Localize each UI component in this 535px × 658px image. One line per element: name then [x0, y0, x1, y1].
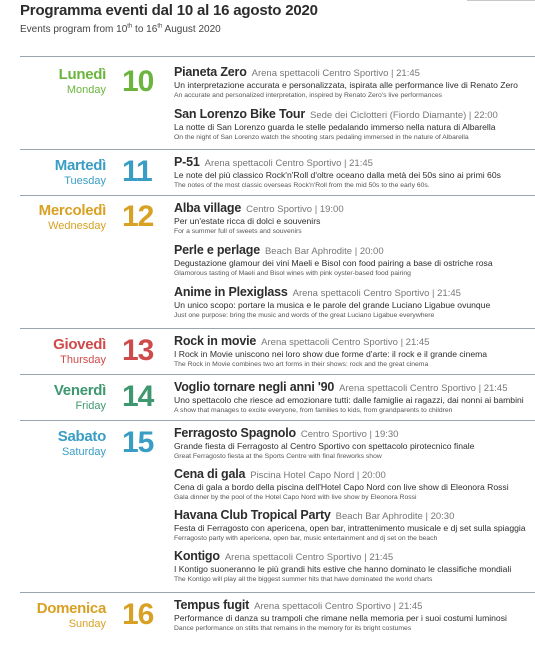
- day-block-sunday: [20, 592, 535, 646]
- event-time: | 19:30: [366, 429, 399, 440]
- event-description-en: Gala dinner by the pool of the Hotel Capo Nord with live show by Eleonora Rossi: [174, 494, 417, 501]
- day-number: 12: [122, 200, 154, 233]
- day-label: [20, 202, 106, 233]
- event-title: Ferragosto Spagnolo: [174, 426, 296, 440]
- event-description-it: Per un'estate ricca di dolci e souvenirs: [174, 216, 321, 226]
- event-item: [174, 548, 535, 584]
- day-name: Lunedì: [58, 66, 106, 83]
- event-item: [174, 64, 535, 100]
- day-label: [20, 336, 106, 367]
- event-title: San Lorenzo Bike Tour: [174, 107, 305, 121]
- day-block-friday: [20, 374, 535, 420]
- day-block-saturday: [20, 420, 535, 592]
- event-description-it: I Kontigo suoneranno le più grandi hits estive che hanno dominato le classifiche mondiali: [174, 564, 512, 574]
- event-item: [174, 333, 535, 369]
- subtitle-text: Events program from 10: [20, 24, 128, 35]
- event-venue: Arena spettacoli Centro Sportivo: [251, 68, 389, 79]
- event-description-en: A show that manages to excite everyone, from families to kids, from grandparents to children: [174, 407, 453, 414]
- day-number: 15: [122, 426, 154, 459]
- event-time: | 21:45: [397, 337, 430, 348]
- day-english: Monday: [66, 84, 106, 96]
- event-title: P-51: [174, 155, 200, 169]
- page-title: Programma eventi dal 10 al 16 agosto 2020: [20, 2, 318, 19]
- event-venue: Arena spettacoli Centro Sportivo: [292, 288, 430, 299]
- event-description-en: Ferragosto party with apericena, open bar, music entertainment and dj set on the beach: [174, 535, 438, 542]
- day-english: Thursday: [60, 354, 106, 366]
- event-description-en: For a summer full of sweets and souvenirs: [174, 228, 302, 235]
- day-label: [20, 382, 106, 413]
- day-label: [20, 428, 106, 459]
- event-time: | 21:45: [341, 158, 373, 169]
- event-title: Havana Club Tropical Party: [174, 508, 331, 522]
- day-english: Friday: [75, 400, 106, 412]
- day-block-thursday: [20, 328, 535, 374]
- event-description-en: Just one purpose: bring the music and words of the great Luciano Ligabue everywhere: [174, 312, 435, 319]
- event-item: [174, 597, 535, 633]
- subtitle-ordinal: th: [157, 23, 163, 30]
- event-title: Voglio tornare negli anni '90: [174, 380, 335, 394]
- event-venue: Arena spettacoli Centro Sportivo: [261, 337, 398, 348]
- event-description-en: An accurate and personalized interpretation, inspired by Renato Zero's live performances: [174, 92, 443, 99]
- event-time: | 19:00: [312, 204, 344, 215]
- day-number: 16: [122, 598, 154, 631]
- page-subtitle: [20, 23, 520, 36]
- event-venue: Centro Sportivo: [246, 204, 313, 215]
- event-item: [174, 242, 535, 278]
- event-description-it: Degustazione glamour dei vini Maeli e Bisol con food pairing a base di ostriche rosa: [174, 258, 493, 268]
- event-description-it: Festa di Ferragosto con apericena, open bar, intrattenimento musicale e dj set sulla spiaggia: [174, 523, 526, 533]
- event-title: Cena di gala: [174, 467, 246, 481]
- days-schedule: [20, 56, 535, 646]
- event-venue: Centro Sportivo: [300, 429, 367, 440]
- event-description-it: Un unico scopo: portare la musica e le parole del grande Luciano Ligabue ovunque: [174, 300, 491, 310]
- event-description-it: I Rock in Movie uniscono nei loro show due forme d'arte: il rock e il grande cinema: [174, 349, 488, 359]
- event-venue: Arena spettacoli Centro Sportivo: [339, 383, 476, 394]
- day-name: Domenica: [36, 600, 106, 617]
- event-description-en: The notes of the most classic overseas Rock'n'Roll from the mid 50s to the early 60s.: [174, 182, 430, 189]
- event-title: Pianeta Zero: [174, 65, 247, 79]
- day-name: Venerdì: [53, 382, 106, 399]
- event-title: Anime in Plexiglass: [174, 285, 288, 299]
- event-time: | 21:45: [361, 552, 394, 563]
- event-time: | 21:45: [475, 383, 508, 394]
- day-english: Wednesday: [48, 220, 106, 232]
- event-item: [174, 284, 535, 320]
- event-venue: Arena spettacoli Centro Sportivo: [204, 158, 342, 169]
- event-time: | 21:45: [429, 288, 461, 299]
- event-venue: Piscina Hotel Capo Nord: [250, 470, 355, 481]
- event-time: | 20:30: [422, 511, 455, 522]
- event-time: | 21:45: [390, 601, 423, 612]
- event-description-it: Un interpretazione accurata e personalizzata, ispirata alle performance live di Renato Zero: [174, 80, 518, 90]
- event-description-en: The Kontigo will play all the biggest summer hits that have dominated the world charts: [174, 576, 433, 583]
- day-name: Martedì: [54, 157, 106, 174]
- event-item: [174, 379, 535, 415]
- event-description-en: The Rock in Movie combines two art forms in their shows: rock and the great cinema: [174, 361, 429, 368]
- event-description-it: Grande fiesta di Ferragosto al Centro Sportivo con spettacolo pirotecnico finale: [174, 441, 475, 451]
- event-item: [174, 106, 535, 142]
- event-venue: Arena spettacoli Centro Sportivo: [254, 601, 391, 612]
- event-item: [174, 154, 535, 190]
- event-time: | 22:00: [466, 110, 498, 121]
- event-description-en: Great Ferragosto fiesta at the Sports Centre with final fireworks show: [174, 453, 382, 460]
- day-name: Sabato: [57, 428, 106, 445]
- event-title: Tempus fugit: [174, 598, 250, 612]
- day-name: Mercoledì: [38, 202, 106, 219]
- day-number: 11: [122, 155, 152, 188]
- day-block-wednesday: [20, 195, 535, 328]
- day-label: [20, 66, 106, 97]
- subtitle-text: to 16: [132, 24, 158, 35]
- event-title: Perle e perlage: [174, 243, 260, 257]
- day-label: [20, 157, 106, 188]
- event-title: Rock in movie: [174, 334, 257, 348]
- day-block-monday: [20, 56, 535, 149]
- event-description-it: Performance di danza su trampoli che rimane nella memoria per i suoi costumi luminosi: [174, 613, 507, 623]
- event-item: [174, 466, 535, 502]
- day-label: [20, 600, 106, 631]
- event-description-it: Cena di gala a bordo della piscina dell'Hotel Capo Nord con live show di Eleonora Rossi: [174, 482, 509, 492]
- page-header: [20, 2, 520, 36]
- event-time: | 20:00: [352, 246, 384, 257]
- event-venue: Arena spettacoli Centro Sportivo: [224, 552, 362, 563]
- event-description-en: Glamorous tasting of Maeli and Bisol wines with pink oyster-based food pairing: [174, 270, 411, 277]
- day-english: Sunday: [68, 618, 106, 630]
- event-time: | 21:45: [388, 68, 420, 79]
- event-title: Alba village: [174, 201, 242, 215]
- event-title: Kontigo: [174, 549, 220, 563]
- event-item: [174, 425, 535, 461]
- event-venue: Beach Bar Aphrodite: [264, 246, 353, 257]
- day-name: Giovedì: [53, 336, 106, 353]
- day-number: 13: [122, 334, 154, 367]
- subtitle-ordinal: th: [127, 23, 133, 30]
- day-number: 14: [122, 380, 154, 413]
- subtitle-text: August 2020: [162, 24, 221, 35]
- event-time: | 20:00: [354, 470, 386, 481]
- day-block-tuesday: [20, 149, 535, 195]
- day-english: Saturday: [61, 446, 106, 458]
- event-item: [174, 200, 535, 236]
- event-item: [174, 507, 535, 543]
- day-english: Tuesday: [64, 175, 106, 187]
- day-number: 10: [122, 65, 154, 98]
- event-venue: Beach Bar Aphrodite: [335, 511, 423, 522]
- event-description-it: Le note del più classico Rock'n'Roll d'oltre oceano dalla metà dei 50s sino ai primi 60s: [174, 170, 501, 180]
- event-description-en: On the night of San Lorenzo watch the shooting stars pedaling immersed in the nature of Albarella: [174, 134, 469, 141]
- event-venue: Sede dei Ciclotteri (Fiordo Diamante): [310, 110, 467, 121]
- event-description-it: La notte di San Lorenzo guarda le stelle pedalando immerso nella natura di Albarella: [174, 122, 496, 132]
- event-description-en: Dance performance on stilts that remains in the memory for its bright costumes: [174, 625, 412, 632]
- event-description-it: Uno spettacolo che riesce ad emozionare tutti: dalle famiglie ai ragazzi, dai nonni ai bambini: [174, 395, 524, 405]
